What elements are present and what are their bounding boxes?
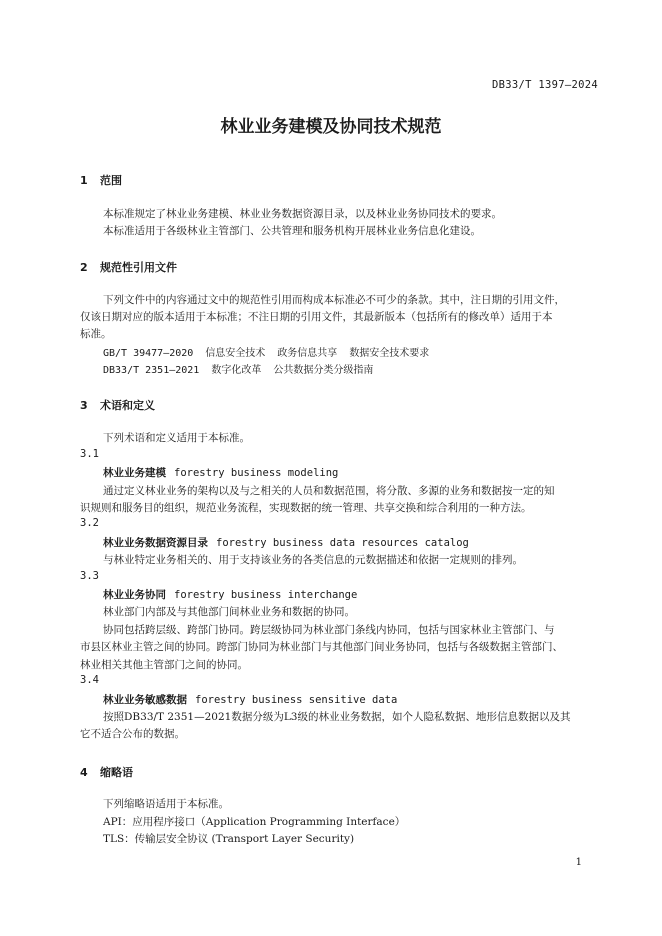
- paragraph: 仅该日期对应的版本适用于本标准；不注日期的引用文件，其最新版本（包括所有的修改单）适用于本: [80, 311, 553, 323]
- reference-title: 信息安全技术: [205, 348, 266, 359]
- reference-title: 政务信息共享: [277, 348, 338, 359]
- section-4-heading: [80, 764, 133, 780]
- section-title: 缩略语: [100, 766, 133, 779]
- reference-code: DB33/T 2351—2021: [103, 365, 200, 376]
- term-en: forestry business sensitive data: [195, 694, 398, 706]
- term-cn: 林业业务建模: [103, 467, 166, 479]
- term-en: forestry business interchange: [174, 589, 358, 601]
- term-cn: 林业业务数据资源目录: [103, 537, 208, 549]
- section-number: 1: [80, 174, 88, 187]
- paragraph: 本标准适用于各级林业主管部门、公共管理和服务机构开展林业业务信息化建设。: [103, 225, 481, 237]
- term-en: forestry business data resources catalog: [216, 537, 469, 549]
- abbreviation-item: API：应用程序接口（Application Programming Interface）: [103, 816, 406, 828]
- reference-code: GB/T 39477—2020: [103, 348, 194, 359]
- section-number: 3: [80, 399, 88, 412]
- reference-item: [103, 361, 385, 376]
- term-definition: 与林业特定业务相关的、用于支持该业务的各类信息的元数据描述和依据一定规则的排列。: [103, 554, 523, 566]
- term-number: 3.1: [80, 448, 99, 460]
- reference-item: [103, 344, 441, 359]
- reference-title: 公共数据分类分级指南: [273, 365, 374, 376]
- term-cn: 林业业务敏感数据: [103, 694, 187, 706]
- paragraph: 下列文件中的内容通过文中的规范性引用而构成本标准必不可少的条款。其中，注日期的引用文件，: [103, 294, 565, 306]
- term-definition: 通过定义林业业务的架构以及与之相关的人员和数据范围，将分散、多源的业务和数据按一定的知: [103, 485, 555, 497]
- term-en: forestry business modeling: [174, 467, 339, 479]
- term-definition: 识规则和服务目的组织，规范业务流程，实现数据的统一管理、共享交换和综合利用的一种方法。: [80, 502, 532, 514]
- document-code: DB33/T 1397—2024: [492, 79, 598, 91]
- section-title: 规范性引用文件: [100, 261, 177, 274]
- term-number: 3.3: [80, 570, 99, 582]
- term-cn: 林业业务协同: [103, 589, 166, 601]
- term-heading: [103, 465, 338, 480]
- reference-title: 数据安全技术要求: [349, 348, 430, 359]
- paragraph: 标准。: [80, 328, 112, 340]
- term-definition: 协同包括跨层级、跨部门协同。跨层级协同为林业部门条线内协同，包括与国家林业主管部门、与: [103, 624, 555, 636]
- section-1-heading: [80, 172, 122, 188]
- section-3-heading: [80, 397, 155, 413]
- term-heading: [103, 587, 357, 602]
- section-title: 术语和定义: [100, 399, 155, 412]
- term-number: 3.2: [80, 517, 99, 529]
- section-2-heading: [80, 259, 177, 275]
- page-number: 1: [575, 857, 582, 868]
- term-definition: 林业部门内部及与其他部门间林业业务和数据的协同。: [103, 606, 355, 618]
- abbreviation-item: TLS：传输层安全协议 (Transport Layer Security): [103, 833, 355, 845]
- term-definition: 按照DB33/T 2351—2021数据分级为L3级的林业业务数据，如个人隐私数据、地形信息数据以及其: [103, 711, 571, 723]
- section-number: 2: [80, 261, 88, 274]
- paragraph: 下列缩略语适用于本标准。: [103, 798, 229, 810]
- term-number: 3.4: [80, 674, 99, 686]
- term-heading: [103, 535, 469, 550]
- term-heading: [103, 692, 397, 707]
- section-title: 范围: [100, 174, 122, 187]
- document-title: 林业业务建模及协同技术规范: [220, 117, 442, 137]
- term-definition: 市县区林业主管之间的协同。跨部门协同为林业部门与其他部门间业务协同，包括与各级数据主管部门、: [80, 641, 563, 653]
- section-number: 4: [80, 766, 88, 779]
- reference-title: 数字化改革: [211, 365, 262, 376]
- term-definition: 林业相关其他主管部门之间的协同。: [80, 659, 248, 671]
- term-definition: 它不适合公布的数据。: [80, 728, 185, 740]
- paragraph: 下列术语和定义适用于本标准。: [103, 432, 250, 444]
- paragraph: 本标准规定了林业业务建模、林业业务数据资源目录，以及林业业务协同技术的要求。: [103, 208, 502, 220]
